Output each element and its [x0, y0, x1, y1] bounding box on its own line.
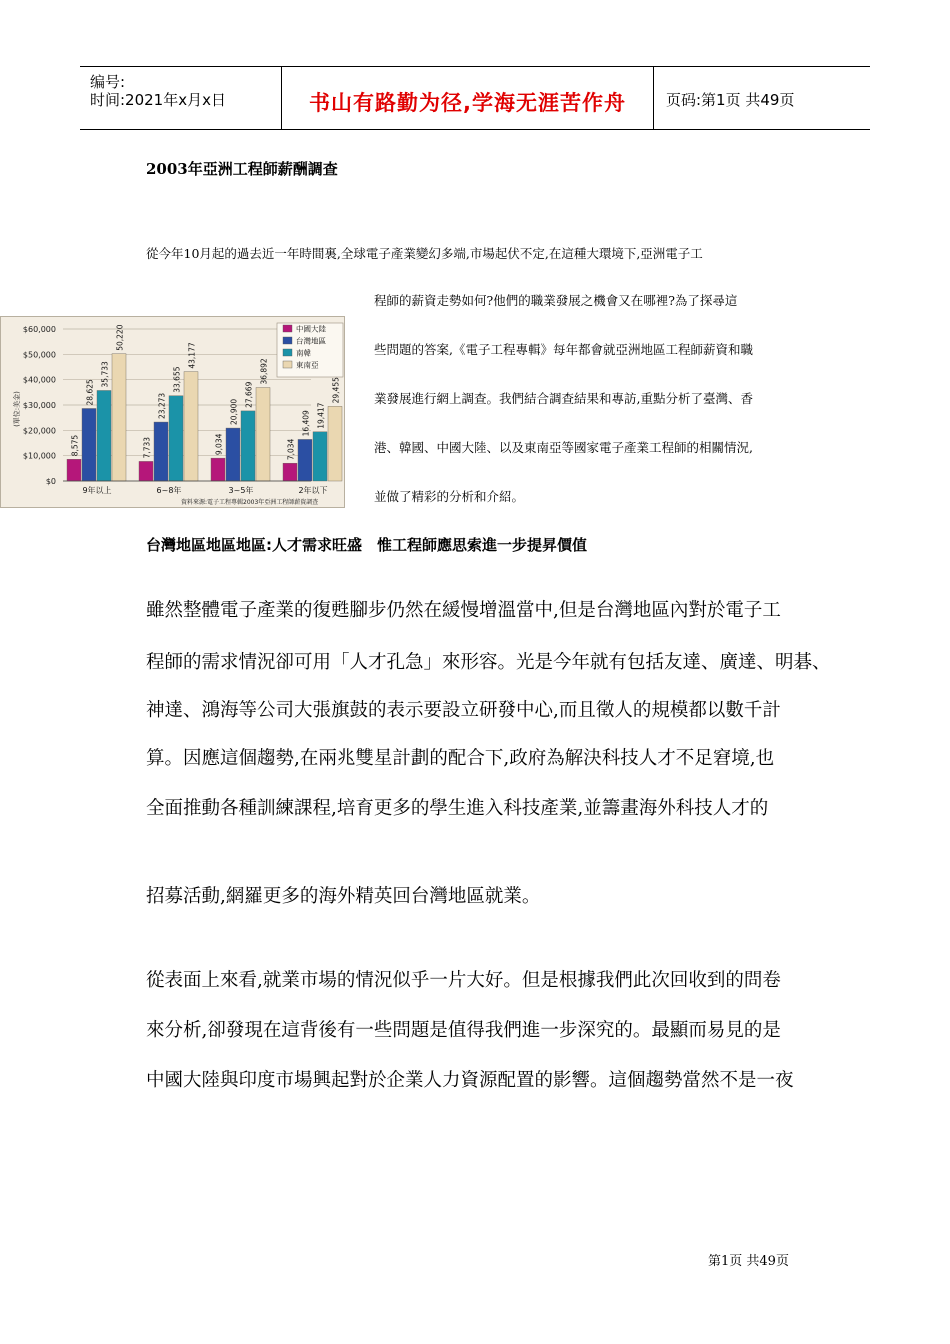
paragraph-line: 神達、鴻海等公司大張旗鼓的表示要設立研發中心,而且徵人的規模都以數千計 [146, 700, 781, 721]
header-meta-cell [80, 67, 282, 129]
paragraph-line: 全面推動各種訓練課程,培育更多的學生進入科技產業,並籌畫海外科技人才的 [146, 798, 769, 819]
y-tick-label: $60,000 [22, 325, 56, 334]
chart-bar [97, 390, 111, 481]
legend-label: 南韓 [296, 348, 311, 358]
page-info: 页码:第1页 共49页 [666, 91, 795, 109]
intro-line: 港、韓國、中國大陸、以及東南亞等國家電子產業工程師的相關情況, [374, 440, 753, 455]
y-tick-label: $0 [45, 477, 56, 486]
intro-line: 程師的薪資走勢如何?他們的職業發展之機會又在哪裡?為了探尋這 [374, 293, 738, 308]
paragraph-line: 雖然整體電子產業的復甦腳步仍然在緩慢增溫當中,但是台灣地區內對於電子工 [146, 600, 781, 621]
legend-swatch [283, 361, 292, 368]
intro-text-block [374, 290, 814, 535]
x-tick-label: 6~8年 [156, 486, 182, 495]
number-label: 编号: [90, 73, 126, 91]
chart-bar [169, 396, 183, 481]
chart-bar [313, 432, 327, 481]
y-tick-label: $10,000 [22, 451, 56, 461]
bar-value-label: 50,220 [115, 324, 125, 351]
paragraph-line: 算。因應這個趨勢,在兩兆雙星計劃的配合下,政府為解決科技人才不足窘境,也 [146, 748, 775, 769]
paragraph-line: 來分析,卻發現在這背後有一些問題是值得我們進一步深究的。最顯而易見的是 [146, 1020, 781, 1041]
bar-value-label: 7,034 [286, 438, 296, 461]
intro-line: 並做了精彩的分析和介紹。 [374, 489, 525, 504]
chart-bar [241, 411, 255, 481]
bar-value-label: 27,669 [244, 381, 254, 408]
chart-bar [298, 439, 312, 481]
bar-value-label: 9,034 [214, 433, 224, 456]
legend-label: 台灣地區 [296, 336, 326, 346]
legend-swatch [283, 337, 292, 344]
time-label: 时间:2021年x月x日 [90, 91, 226, 109]
bar-value-label: 29,455 [331, 377, 341, 404]
y-tick-label: $50,000 [22, 350, 56, 360]
y-tick-label: $30,000 [22, 401, 56, 410]
chart-bar [328, 406, 342, 481]
bar-value-label: 16,409 [301, 410, 311, 437]
x-tick-label: 9年以上 [82, 486, 112, 495]
chart-bar [112, 354, 126, 481]
x-tick-label: 2年以下 [298, 486, 328, 495]
legend-label: 中國大陸 [296, 324, 326, 334]
intro-line: 業發展進行網上調查。我們結合調查結果和專訪,重點分析了臺灣、香 [374, 391, 753, 406]
chart-bar [211, 458, 225, 481]
chart-bar [82, 408, 96, 481]
chart-bar [256, 388, 270, 481]
bar-value-label: 33,655 [172, 366, 182, 393]
document-title: 2003年亞洲工程師薪酬調查 [146, 160, 338, 178]
chart-bar [184, 372, 198, 481]
page-footer: 第1页 共49页 [708, 1254, 789, 1269]
y-axis-label: (單位:美金) [13, 391, 21, 427]
paragraph-line: 招募活動,網羅更多的海外精英回台灣地區就業。 [146, 886, 541, 907]
legend-swatch [283, 325, 292, 332]
motto-text: 书山有路勤为径,学海无涯苦作舟 [309, 91, 626, 115]
chart-bar [283, 463, 297, 481]
bar-value-label: 7,733 [142, 436, 152, 459]
bar-value-label: 28,625 [85, 379, 95, 406]
intro-line: 些問題的答案,《電子工程專輯》每年都會就亞洲地區工程師薪資和職 [374, 342, 753, 357]
bar-value-label: 36,892 [259, 358, 269, 385]
paragraph-line: 程師的需求情況卻可用「人才孔急」來形容。光是今年就有包括友達、廣達、明碁、 [146, 652, 831, 673]
y-tick-label: $40,000 [22, 375, 56, 385]
paragraph-line: 從表面上來看,就業市場的情況似乎一片大好。但是根據我們此次回收到的問卷 [146, 970, 781, 991]
legend-label: 東南亞 [296, 360, 319, 370]
chart-bar [139, 461, 153, 481]
bar-value-label: 35,733 [100, 361, 110, 388]
document-header [80, 66, 870, 130]
intro-first-line: 從今年10月起的過去近一年時間裏,全球電子產業變幻多端,市場起伏不定,在這種大環境下,亞洲電子工 [146, 246, 703, 261]
header-motto-cell [282, 67, 654, 129]
x-tick-label: 3~5年 [228, 486, 254, 495]
chart-bar [154, 422, 168, 481]
bar-value-label: 19,417 [316, 402, 326, 429]
section-heading: 台灣地區地區地區:人才需求旺盛 惟工程師應思索進一步提昇價值 [146, 536, 588, 554]
paragraph-line: 中國大陸與印度市場興起對於企業人力資源配置的影響。這個趨勢當然不是一夜 [146, 1070, 794, 1091]
salary-chart [0, 316, 345, 508]
chart-bar [67, 459, 81, 481]
y-tick-label: $20,000 [22, 426, 56, 436]
bar-value-label: 43,177 [187, 342, 197, 369]
salary-bar-chart [1, 317, 346, 509]
chart-bar [226, 428, 240, 481]
bar-value-label: 23,273 [157, 392, 167, 420]
legend-swatch [283, 349, 292, 356]
bar-value-label: 8,575 [70, 434, 80, 457]
header-page-cell [654, 67, 870, 129]
bar-value-label: 20,900 [229, 398, 239, 426]
chart-source: 資料來源:電子工程專輯2003年亞洲工程師薪資調查 [181, 499, 319, 506]
